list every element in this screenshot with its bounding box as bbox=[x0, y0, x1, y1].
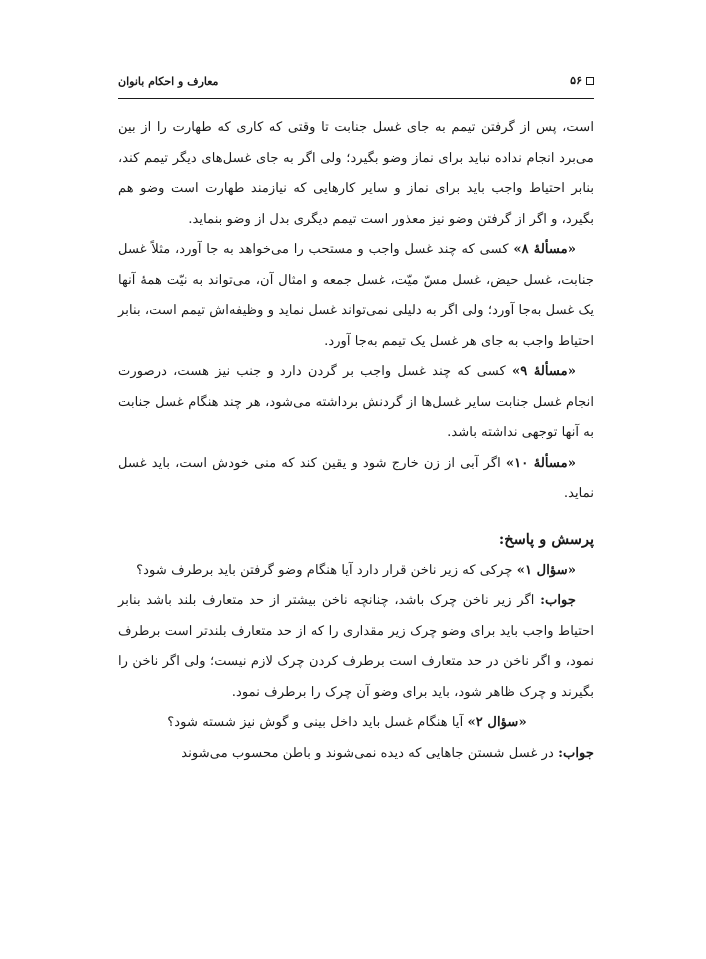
answer-1-label: جواب: bbox=[540, 593, 576, 608]
page-body bbox=[118, 113, 594, 769]
masaleh-10 bbox=[118, 449, 594, 510]
paragraph-continuation: است، پس از گرفتن تیمم به جای غسل جنابت تا وقتی که کاری که طهارت را از بین می‌برد انجام نداده نباید برای نماز وضو بگیرد؛ ولی اگر به جای غسل‌های دیگر تیمم کند، بنابر احتیاط واجب باید برای نماز و سایر کارهایی که نیازمند طهارت است وضو هم بگیرد، و اگر از گرفتن وضو نیز معذور است تیمم دیگری بدل از وضو بنماید. bbox=[118, 120, 594, 227]
qa-heading: پرسش و پاسخ: bbox=[498, 530, 594, 548]
masaleh-8-text: کسی که چند غسل واجب و مستحب را می‌خواهد به جا آورد، مثلاً غسل جنابت، غسل حیض، غسل مسّ میّت، غسل جمعه و امثال آن، می‌تواند به نیّت همهٔ آنها یک غسل به‌جا آورد؛ ولی اگر به دلیلی نمی‌تواند غسل نماید و وظیفه‌اش تیمم است، بنابر احتیاط واجب به جای هر غسل یک تیمم به‌جا آورد. bbox=[118, 242, 594, 349]
question-1-label: «سؤال ۱» bbox=[516, 562, 576, 578]
page-number: ۵۶ bbox=[570, 74, 582, 87]
answer-2 bbox=[118, 739, 594, 770]
answer-1-text: اگر زیر ناخن چرک باشد، چنانچه ناخن بیشتر از حد متعارف بلند باشد بنابر احتیاط واجب باید برای وضو چرک زیر مقداری را که از حد متعارف بلندتر است برطرف نمود، و اگر ناخن در حد متعارف است برطرف کردن چرک لازم نیست؛ ولی اگر ناخن را بگیرند و چرک ظاهر شود، باید برای وضو آن چرک را برطرف نمود. bbox=[118, 593, 594, 700]
question-1-text: چرکی که زیر ناخن قرار دارد آیا هنگام وضو گرفتن باید برطرف شود؟ bbox=[136, 562, 517, 578]
running-header bbox=[118, 74, 594, 99]
masaleh-8 bbox=[118, 235, 594, 357]
answer-1 bbox=[118, 586, 594, 708]
masaleh-10-label: «مسألهٔ ۱۰» bbox=[505, 455, 576, 471]
masaleh-10-text: اگر آبی از زن خارج شود و یقین کند که منی خودش است، باید غسل نماید. bbox=[118, 455, 594, 501]
masaleh-8-label: «مسألهٔ ۸» bbox=[513, 242, 576, 257]
answer-2-label: جواب: bbox=[558, 745, 594, 761]
question-1 bbox=[118, 556, 594, 587]
page-number-group bbox=[570, 74, 594, 87]
book-page bbox=[118, 74, 594, 769]
question-2 bbox=[118, 708, 594, 739]
square-bullet-icon bbox=[586, 77, 594, 85]
book-title: معارف و احکام بانوان bbox=[118, 74, 219, 88]
masaleh-9 bbox=[118, 357, 594, 449]
masaleh-9-text: کسی که چند غسل واجب بر گردن دارد و جنب نیز هست، درصورت انجام غسل جنابت سایر غسل‌ها از گردنش برداشته می‌شود، هر چند هنگام غسل جنابت به آنها توجهی نداشته باشد. bbox=[118, 364, 594, 440]
masaleh-9-label: «مسألهٔ ۹» bbox=[511, 364, 576, 379]
question-2-text: آیا هنگام غسل باید داخل بینی و گوش نیز شسته شود؟ bbox=[167, 715, 468, 730]
question-2-label: «سؤال ۲» bbox=[467, 715, 527, 730]
answer-2-text: در غسل شستن جاهایی که دیده نمی‌شوند و باطن محسوب می‌شوند bbox=[181, 745, 559, 761]
